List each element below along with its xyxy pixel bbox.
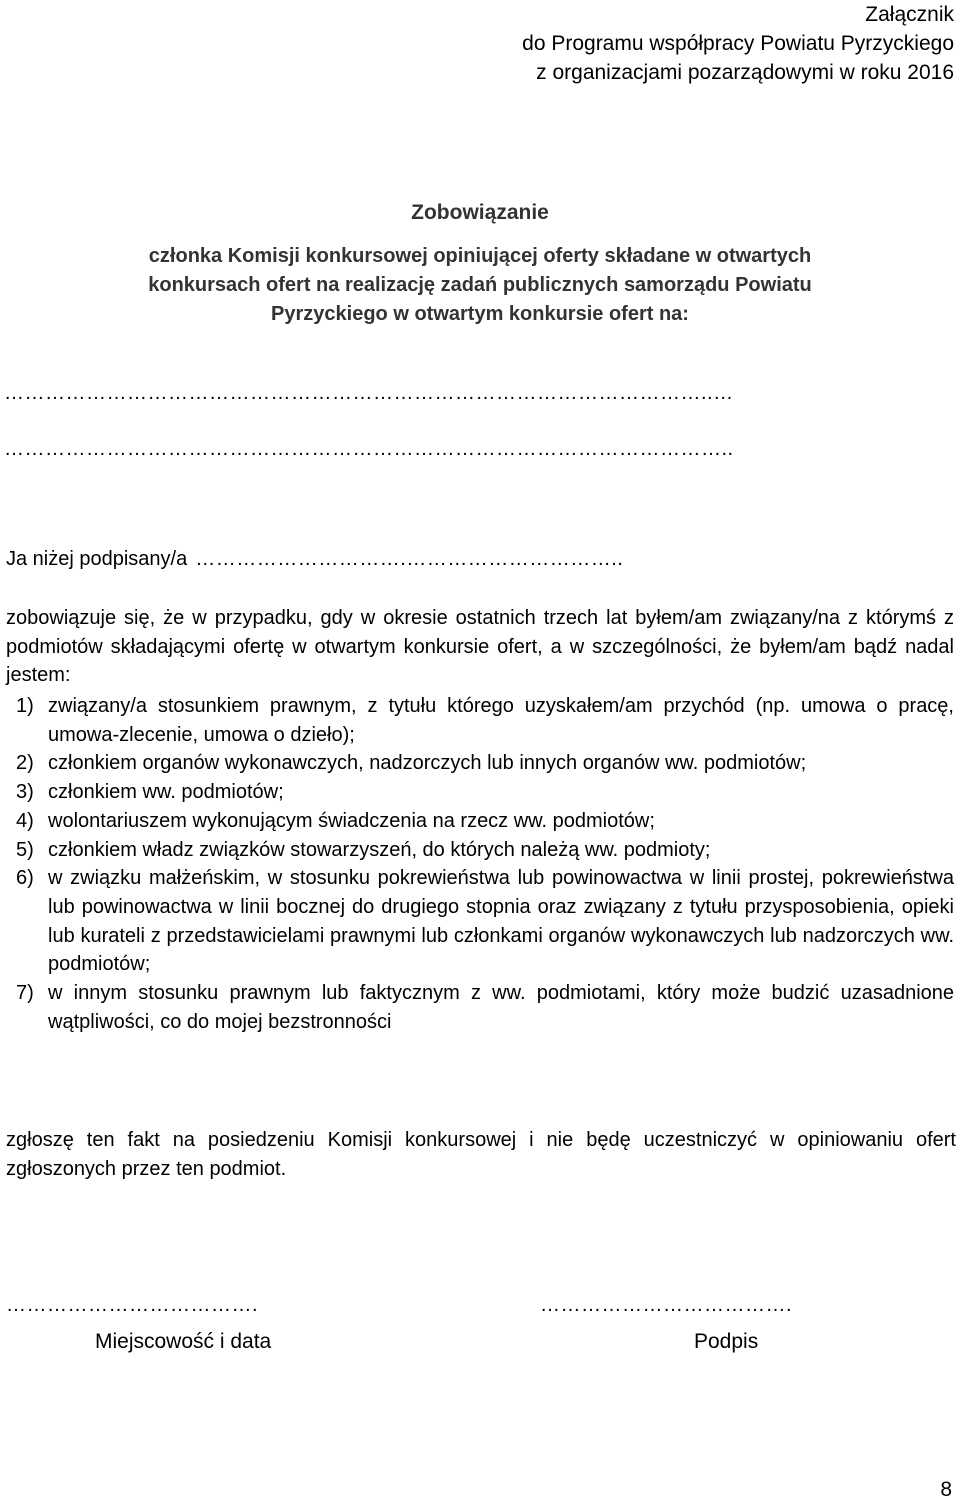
place-date-label: Miejscowość i data <box>95 1330 272 1353</box>
list-item <box>6 749 954 778</box>
signer-label: Ja niżej podpisany/a <box>6 548 188 570</box>
list-item <box>6 692 954 749</box>
annex-header <box>522 0 954 87</box>
document-title: Zobowiązanie <box>411 201 549 224</box>
list-item <box>6 807 954 836</box>
list-item-number: 1) <box>16 695 34 717</box>
list-item-number: 2) <box>16 752 34 775</box>
annex-line-2: do Programu współpracy Powiatu Pyrzyckiego <box>522 32 954 55</box>
list-item-text: związany/a stosunkiem prawnym, z tytułu którego uzyskałem/am przychód (np. umowa o pracę, umowa-zlecenie, umowa o dzieło); <box>48 695 954 746</box>
list-item-number: 7) <box>16 982 34 1005</box>
list-item-number: 6) <box>16 867 34 890</box>
list-item-text: w innym stosunku prawnym lub faktycznym z ww. podmiotami, który może budzić uzasadnione wątpliwości, co do mojej bezstronności <box>48 982 954 1033</box>
list-item <box>6 979 954 1036</box>
list-item-number: 4) <box>16 809 34 832</box>
list-item-text: w związku małżeńskim, w stosunku pokrewieństwa lub powinowactwa w linii prostej, pokrewieństwa lub powinowactwa w linii bocznej do drugiego stopnia oraz związany z tytułu przysposobienia, opieki lub kurateli z przedstawicielami prawnymi lub członkami organów wykonawczych lub nadzorczych ww. podmiotów; <box>48 867 954 976</box>
fill-line-2: …………………………………………………………………………………………….. <box>4 438 734 460</box>
list-item-number: 5) <box>16 838 34 861</box>
signer-dots: ………………………….………………………….. <box>195 548 624 570</box>
circumstances-list <box>6 692 954 1036</box>
annex-line-1: Załącznik <box>865 3 954 26</box>
place-date-dots: ………………………………. <box>6 1294 259 1316</box>
subtitle-line-2: konkursach ofert na realizację zadań publicznych samorządu Powiatu <box>148 274 812 296</box>
document-subtitle <box>0 242 960 329</box>
intro-paragraph: zobowiązuje się, że w przypadku, gdy w okresie ostatnich trzech lat byłem/am związany/na z którymś z podmiotów składającymi ofertę w otwartym konkursie ofert, a w szczególności, że byłem/am bądź nadal jestem: <box>6 607 954 687</box>
title-block <box>0 198 960 329</box>
closing-paragraph: zgłoszę ten fakt na posiedzeniu Komisji konkursowej i nie będę uczestniczyć w opiniowaniu ofert zgłoszonych przez ten podmiot. <box>6 1129 956 1180</box>
list-item-text: wolontariuszem wykonującym świadczenia na rzecz ww. podmiotów; <box>48 809 655 832</box>
signature-label: Podpis <box>694 1330 759 1353</box>
signature-dots: ………………………………. <box>540 1294 793 1316</box>
list-item-text: członkiem władz związków stowarzyszeń, do których należą ww. podmioty; <box>48 838 711 861</box>
list-item-text: członkiem ww. podmiotów; <box>48 781 284 804</box>
fill-line-1: …………………………………………………………………………………………..… <box>4 382 734 404</box>
page-number: 8 <box>940 1478 952 1501</box>
signer-line <box>6 548 623 571</box>
annex-line-3: z organizacjami pozarządowymi w roku 2016 <box>536 61 954 84</box>
list-item-text: członkiem organów wykonawczych, nadzorczych lub innych organów ww. podmiotów; <box>48 752 807 775</box>
list-item-number: 3) <box>16 781 34 804</box>
list-item <box>6 864 954 979</box>
list-item <box>6 836 954 865</box>
list-item <box>6 778 954 807</box>
subtitle-line-1: członka Komisji konkursowej opiniującej oferty składane w otwartych <box>148 245 812 267</box>
subtitle-line-3: Pyrzyckiego w otwartym konkursie ofert na: <box>271 303 689 325</box>
